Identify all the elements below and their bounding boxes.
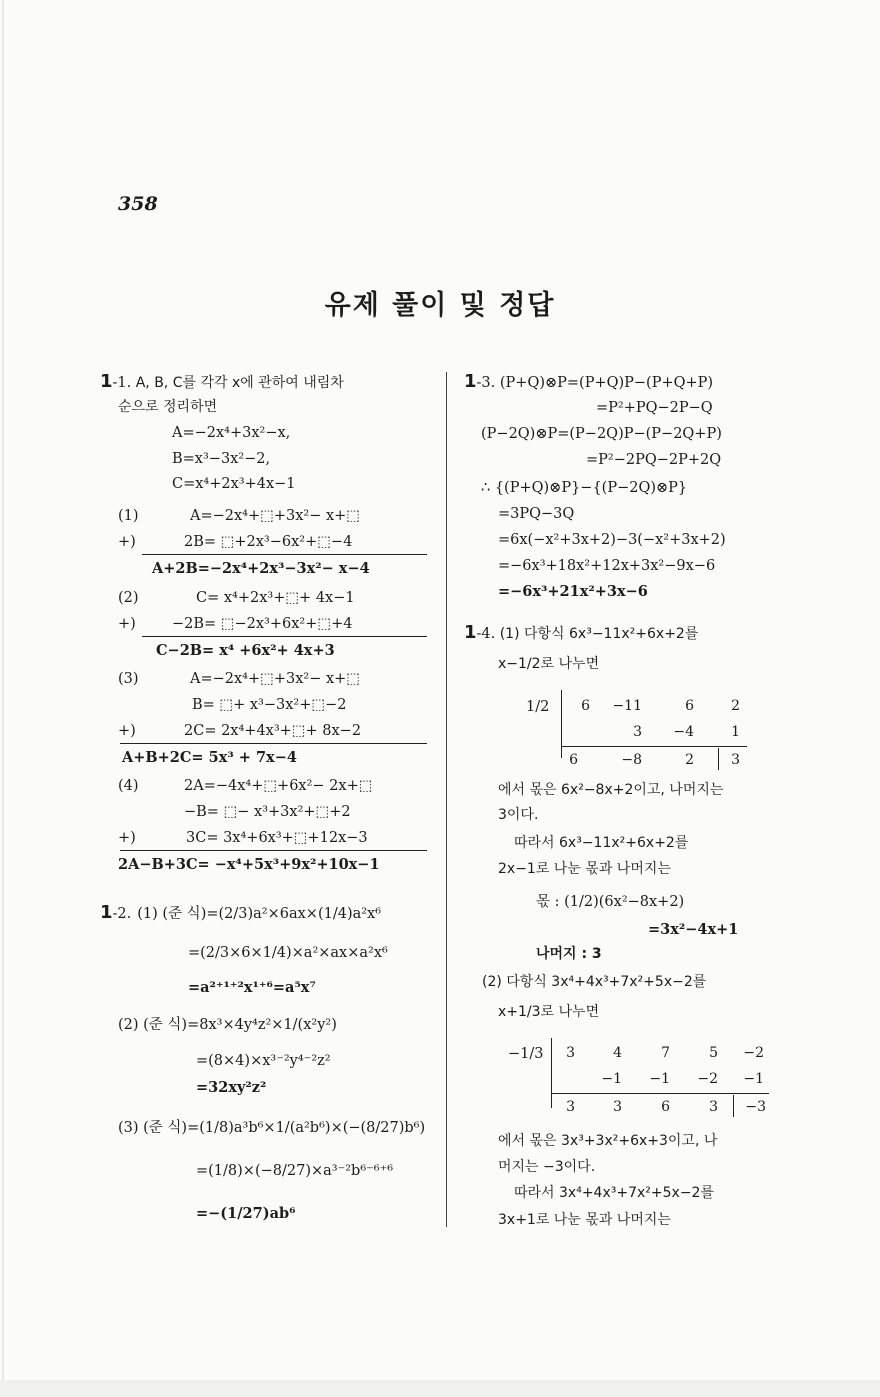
work-result: =a²⁺¹⁺²x¹⁺⁶=a⁵x⁷ bbox=[188, 979, 316, 996]
sum-rule bbox=[142, 554, 427, 555]
work-line: 에서 몫은 6x²−8x+2이고, 나머지는 bbox=[498, 782, 724, 798]
work-line: =(8×4)×x³⁻²y⁴⁻²z² bbox=[196, 1053, 331, 1069]
synth-cell: 5 bbox=[709, 1045, 718, 1061]
synth-cell: 7 bbox=[661, 1045, 670, 1061]
work-line: x+1/3로 나누면 bbox=[498, 1004, 600, 1020]
synth-cell: −4 bbox=[673, 724, 694, 740]
equation-b: B=x³−3x²−2, bbox=[172, 451, 271, 467]
work-line: 2x−1로 나눈 몫과 나머지는 bbox=[498, 861, 671, 877]
synth-cell: −1 bbox=[601, 1071, 622, 1087]
sum-line: C= x⁴+2x³+⬚+ 4x−1 bbox=[196, 590, 355, 606]
synth-cell: −11 bbox=[612, 698, 642, 714]
problem-number: 1 bbox=[464, 622, 477, 643]
problem-1-1-heading bbox=[100, 373, 344, 392]
synth-cell: −1 bbox=[649, 1071, 670, 1087]
work-line: =P²+PQ−2P−Q bbox=[596, 400, 713, 416]
synthetic-divisor: 1/2 bbox=[526, 699, 550, 715]
synth-cell: 3 bbox=[709, 1099, 718, 1115]
work-line: (3) (준 식)=(1/8)a³b⁶×1/(a²b⁶)×(−(8/27)b⁶) bbox=[118, 1120, 426, 1136]
synth-remainder: −3 bbox=[745, 1099, 766, 1115]
sum-line: 2C= 2x⁴+4x³+⬚+ 8x−2 bbox=[184, 723, 362, 739]
work-line: =−6x³+18x²+12x+3x²−9x−6 bbox=[498, 558, 716, 574]
equation-a: A=−2x⁴+3x²−x, bbox=[172, 425, 291, 441]
work-line: 몫 : (1/2)(6x²−8x+2) bbox=[536, 894, 685, 910]
work-line: =6x(−x²+3x+2)−3(−x²+3x+2) bbox=[498, 532, 726, 548]
sum-result: 2A−B+3C= −x⁴+5x³+9x²+10x−1 bbox=[118, 856, 380, 873]
sum-rule bbox=[120, 850, 427, 851]
synthetic-divisor: −1/3 bbox=[508, 1046, 544, 1062]
plus-marker: +) bbox=[118, 616, 136, 632]
sum-line: A=−2x⁴+⬚+3x²− x+⬚ bbox=[190, 671, 360, 687]
synth-cell: 3 bbox=[613, 1099, 622, 1115]
page-edge bbox=[2, 0, 4, 1397]
equation-c: C=x⁴+2x³+4x−1 bbox=[172, 476, 296, 492]
sum-line: 3C= 3x⁴+6x³+⬚+12x−3 bbox=[186, 830, 368, 846]
sum-result: C−2B= x⁴ +6x²+ 4x+3 bbox=[156, 642, 335, 659]
sum-line: A=−2x⁴+⬚+3x²− x+⬚ bbox=[190, 508, 360, 524]
synth-rule bbox=[551, 1093, 769, 1094]
work-line: (1) (준 식)=(2/3)a²×6ax×(1/4)a²x⁶ bbox=[137, 906, 382, 922]
work-line: 3x+1로 나눈 몫과 나머지는 bbox=[498, 1212, 671, 1228]
sum-line: B= ⬚+ x³−3x²+⬚−2 bbox=[192, 697, 347, 713]
problem-suffix: -2. bbox=[112, 906, 132, 922]
sum-rule bbox=[142, 636, 427, 637]
page-number: 358 bbox=[118, 193, 158, 215]
work-result: =−6x³+21x²+3x−6 bbox=[498, 583, 648, 600]
problem-suffix: -4. bbox=[476, 626, 496, 642]
plus-marker: +) bbox=[118, 830, 136, 846]
work-line: 에서 몫은 3x³+3x²+6x+3이고, 나 bbox=[498, 1133, 718, 1149]
plus-marker: +) bbox=[118, 534, 136, 550]
sum-result: A+2B=−2x⁴+2x³−3x²− x−4 bbox=[152, 560, 370, 577]
synth-cell: −1 bbox=[743, 1071, 764, 1087]
synth-cell: 6 bbox=[569, 752, 578, 768]
problem-number: 1 bbox=[100, 902, 113, 923]
subpart-tag: (3) bbox=[118, 671, 139, 687]
synth-remainder: 3 bbox=[731, 752, 740, 768]
sum-line: 2A=−4x⁴+⬚+6x²− 2x+⬚ bbox=[184, 778, 373, 794]
problem-1-3-heading bbox=[464, 373, 713, 392]
synth-cell: 6 bbox=[685, 698, 694, 714]
sum-line: 2B= ⬚+2x³−6x²+⬚−4 bbox=[184, 534, 353, 550]
scan-bottom-band bbox=[0, 1380, 880, 1397]
subpart-tag: (4) bbox=[118, 778, 139, 794]
work-result: =3x²−4x+1 bbox=[648, 921, 739, 938]
problem-1-2-heading bbox=[100, 904, 381, 923]
work-line: 따라서 3x⁴+4x³+7x²+5x−2를 bbox=[514, 1185, 714, 1201]
synth-cell: 3 bbox=[566, 1099, 575, 1115]
problem-suffix: -3. bbox=[476, 375, 496, 391]
work-result: 나머지 : 3 bbox=[536, 946, 602, 962]
synth-cell: 2 bbox=[685, 752, 694, 768]
sum-rule bbox=[120, 743, 427, 744]
problem-intro: A, B, C를 각각 x에 관하여 내림차 bbox=[131, 375, 344, 391]
work-line: 따라서 6x³−11x²+6x+2를 bbox=[514, 835, 689, 851]
problem-1-4-heading bbox=[464, 624, 698, 643]
work-line: =3PQ−3Q bbox=[498, 506, 575, 522]
synth-rule bbox=[561, 746, 747, 747]
work-result: =32xy²z² bbox=[196, 1079, 267, 1096]
problem-suffix: -1. bbox=[112, 375, 132, 391]
work-line: =P²−2PQ−2P+2Q bbox=[586, 452, 722, 468]
column-divider bbox=[446, 372, 447, 1227]
problem-1-1-intro-2: 순으로 정리하면 bbox=[118, 399, 218, 415]
work-line: (2) 다항식 3x⁴+4x³+7x²+5x−2를 bbox=[482, 974, 707, 990]
synth-cell: 1 bbox=[731, 724, 740, 740]
synth-cell: −2 bbox=[697, 1071, 718, 1087]
problem-number: 1 bbox=[464, 371, 477, 392]
synth-cell: 3 bbox=[566, 1045, 575, 1061]
work-line: 3이다. bbox=[498, 807, 539, 823]
problem-number: 1 bbox=[100, 371, 113, 392]
work-result: =−(1/27)ab⁶ bbox=[196, 1205, 296, 1222]
synth-cell: 3 bbox=[633, 724, 642, 740]
work-line: =(1/8)×(−8/27)×a³⁻²b⁶⁻⁶⁺⁶ bbox=[196, 1163, 394, 1179]
work-line: (P+Q)⊗P=(P+Q)P−(P+Q+P) bbox=[495, 375, 714, 391]
synth-cell: −2 bbox=[743, 1045, 764, 1061]
page-title: 유제 풀이 및 정답 bbox=[324, 290, 556, 321]
plus-marker: +) bbox=[118, 723, 136, 739]
work-line: =(2/3×6×1/4)×a²×ax×a²x⁶ bbox=[188, 945, 388, 961]
work-line: ∴ {(P+Q)⊗P}−{(P−2Q)⊗P} bbox=[481, 480, 688, 496]
work-line: (P−2Q)⊗P=(P−2Q)P−(P−2Q+P) bbox=[481, 426, 722, 442]
subpart-tag: (2) bbox=[118, 590, 139, 606]
work-line: (2) (준 식)=8x³×4y⁴z²×1/(x²y²) bbox=[118, 1017, 337, 1033]
synth-cell: 4 bbox=[613, 1045, 622, 1061]
subpart-tag: (1) bbox=[118, 508, 139, 524]
synth-cell: −8 bbox=[621, 752, 642, 768]
synth-cell: 2 bbox=[731, 698, 740, 714]
work-line: x−1/2로 나누면 bbox=[498, 656, 600, 672]
work-line: (1) 다항식 6x³−11x²+6x+2를 bbox=[495, 626, 699, 642]
synth-cell: 6 bbox=[581, 698, 590, 714]
sum-line: −B= ⬚− x³+3x²+⬚+2 bbox=[184, 804, 351, 820]
sum-result: A+B+2C= 5x³ + 7x−4 bbox=[122, 749, 297, 766]
remainder-box-rule bbox=[733, 1095, 734, 1117]
sum-line: −2B= ⬚−2x³+6x²+⬚+4 bbox=[172, 616, 353, 632]
work-line: 머지는 −3이다. bbox=[498, 1159, 596, 1175]
synth-cell: 6 bbox=[661, 1099, 670, 1115]
